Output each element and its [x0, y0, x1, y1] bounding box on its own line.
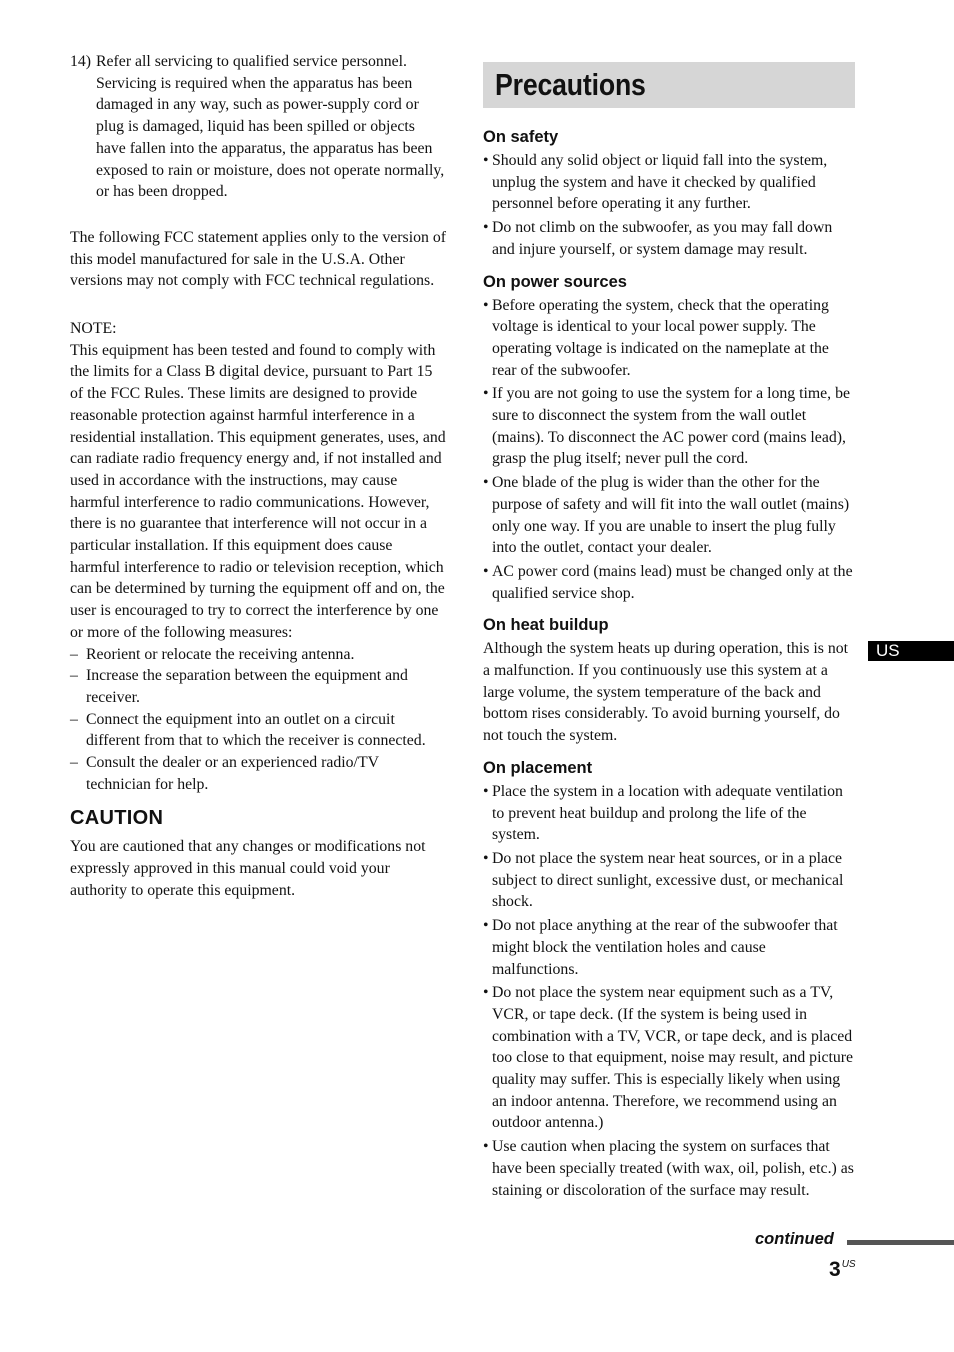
item-number: 14): [70, 53, 92, 70]
list-item: • Place the system in a location with adequate ventilation to prevent heat buildup and prolong the life of the system.: [483, 781, 855, 846]
servicing-item: [70, 51, 446, 203]
page-number: [829, 1258, 856, 1282]
heat-text: Although the system heats up during operation, this is not a malfunction. If you continuously use this system at a large volume, the system temperature of the back and bottom rises considerably. To avoid burning yourself, do not touch the system.: [483, 640, 849, 745]
section-heading: On power sources: [483, 272, 627, 291]
list-item: • One blade of the plug is wider than the other for the purpose of safety and will fit into the wall outlet (mains) only one way. If you are unable to insert the plug fully into the outlet, contact your dealer.: [483, 472, 855, 559]
measures-list: [70, 644, 446, 796]
list-item: – Consult the dealer or an experienced radio/TV technician for help.: [70, 752, 446, 795]
caution-text: You are cautioned that any changes or modifications not expressly approved in this manual could void your authority to operate this equipment.: [70, 838, 426, 899]
list-item: • Do not place the system near equipment such as a TV, VCR, or tape deck. (If the system is being used in combination with a TV, VCR, or tape deck, and is placed too close to that equipment, noise may result, and picture quality may suffer. This is especially likely when using an indoor antenna. Therefore, we recommend using an outdoor antenna.): [483, 982, 855, 1134]
list-item: – Increase the separation between the equipment and receiver.: [70, 665, 446, 708]
heat-section: [483, 614, 855, 747]
page-title: Precautions: [495, 67, 646, 103]
list-item: • AC power cord (mains lead) must be changed only at the qualified service shop.: [483, 561, 855, 604]
note-label: NOTE:: [70, 320, 117, 338]
safety-section: [483, 126, 855, 261]
page-number-value: 3: [829, 1258, 841, 1281]
list-item: – Connect the equipment into an outlet on a circuit different from that to which the receiver is connected.: [70, 709, 446, 752]
continued-label: continued: [755, 1230, 834, 1248]
right-column: [483, 51, 855, 1211]
left-column: [70, 51, 446, 901]
list-item: • Do not place anything at the rear of the subwoofer that might block the ventilation holes and cause malfunctions.: [483, 915, 855, 980]
list-item: • Use caution when placing the system on surfaces that have been specially treated (with wax, oil, polish, etc.) as staining or discoloration of the surface may result.: [483, 1136, 855, 1201]
list-item: • Do not climb on the subwoofer, as you may fall down and injure yourself, or system damage may result.: [483, 217, 855, 260]
servicing-text: Refer all servicing to qualified service personnel. Servicing is required when the apparatus has been damaged in any way, such as power-supply cord or plug is damaged, liquid has been spilled or objects have fallen into the apparatus, the apparatus has been exposed to rain or moisture, does not operate normally, or has been dropped.: [96, 53, 445, 201]
list-item: • Should any solid object or liquid fall into the system, unplug the system and have it checked by qualified personnel before operating it any further.: [483, 150, 855, 215]
page-number-suffix: US: [841, 1259, 856, 1270]
list-item: • Do not place the system near heat sources, or in a place subject to direct sunlight, excessive dust, or mechanical shock.: [483, 848, 855, 913]
note-text: This equipment has been tested and found to comply with the limits for a Class B digital device, pursuant to Part 15 of the FCC Rules. These limits are designed to provide reasonable protection against harmful interference in a residential installation. This equipment generates, uses, and can radiate radio frequency energy and, if not installed and used in accordance with the instructions, may cause harmful interference to radio communications. However, there is no guarantee that interference will not occur in a particular installation. If this equipment does cause harmful interference to radio or television reception, which can be determined by turning the equipment off and on, the user is encouraged to try to correct the interference by one or more of the following measures:: [70, 341, 446, 641]
title-banner: [483, 62, 855, 108]
list-item: • If you are not going to use the system for a long time, be sure to disconnect the system from the wall outlet (mains). To disconnect the AC power cord (mains lead), grasp the plug itself; never pull the cord.: [483, 383, 855, 470]
list-item: – Reorient or relocate the receiving antenna.: [70, 644, 446, 666]
section-heading: On safety: [483, 128, 559, 146]
section-heading: On placement: [483, 758, 593, 777]
placement-section: [483, 757, 855, 1201]
caution-heading: CAUTION: [70, 806, 164, 829]
list-item: • Before operating the system, check that the operating voltage is identical to your local power supply. The operating voltage is indicated on the nameplate at the rear of the subwoofer.: [483, 295, 855, 382]
continued-bar: [847, 1240, 954, 1245]
fcc-statement: The following FCC statement applies only to the version of this model manufactured for sale in the U.S.A. Other versions may not comply with FCC technical regulations.: [70, 228, 447, 290]
language-tab: US: [868, 641, 954, 661]
section-heading: On heat buildup: [483, 616, 609, 635]
power-section: [483, 271, 855, 605]
